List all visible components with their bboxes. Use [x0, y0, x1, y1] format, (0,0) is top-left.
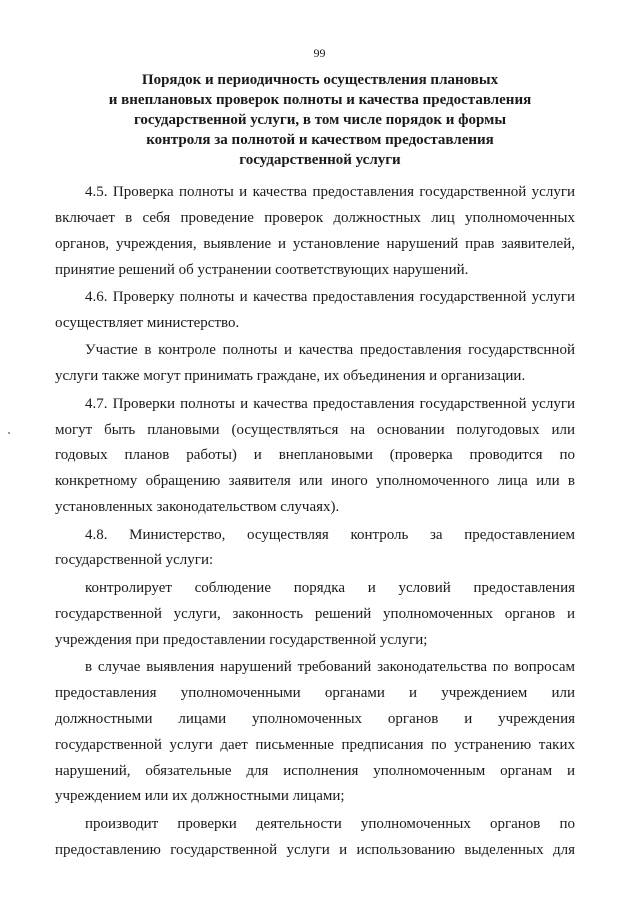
section-heading: [60, 70, 580, 170]
paragraph-4-5: [55, 180, 575, 284]
text-line: нарушений, обязательные для исполнения уполномоченным органам и: [55, 762, 575, 779]
text-line: 4.8. Министерство, осуществляя контроль за предоставлением: [85, 526, 575, 543]
text-line: учреждением или их должностными лицами;: [55, 788, 345, 805]
heading-line: и внеплановых проверок полноты и качества предоставления: [108, 92, 532, 108]
paragraph-4-7: [55, 392, 575, 521]
text-line: контролирует соблюдение порядка и условий предоставления: [85, 579, 575, 596]
text-line: предоставления уполномоченными органами и учреждением или: [55, 684, 575, 701]
text-line: 4.5. Проверка полноты и качества предоставления государственной услуги: [85, 184, 575, 200]
heading-line: государственной услуги: [239, 152, 401, 168]
text-line: установленных законодательством случаях).: [55, 499, 340, 516]
paragraph-inspections: [55, 812, 575, 864]
text-line: осуществляет министерство.: [55, 314, 240, 331]
text-line: должностными лицами уполномоченных органов и учреждения: [55, 710, 575, 727]
text-line: 4.7. Проверки полноты и качества предоставления государственной услуги: [85, 395, 575, 412]
text-line: государственной услуги:: [55, 552, 214, 569]
text-line: годовых планов работы) и внеплановыми (проверка проводится по: [55, 447, 575, 464]
text-line: могут быть плановыми (осуществляться на основании полугодовых или: [55, 421, 575, 438]
text-line: органов, учреждения, выявление и установление нарушений прав заявителей,: [55, 235, 575, 252]
paragraph-4-6: [55, 285, 575, 337]
paragraph-4-8: [55, 523, 575, 575]
text-line: конкретному обращению заявителя или иного уполномоченного лица или в: [55, 473, 575, 490]
text-line: государственной услуги дает письменные предписания по устранению таких: [55, 736, 575, 753]
text-line: 4.6. Проверку полноты и качества предоставления государственной услуги: [85, 289, 575, 306]
text-line: принятие решений об устранении соответствующих нарушений.: [55, 261, 469, 278]
paragraph-controls: [55, 576, 575, 654]
heading-line: контроля за полнотой и качеством предоставления: [146, 132, 494, 148]
text-line: Участие в контроле полноты и качества предоставления государствснной: [85, 342, 575, 359]
text-line: включает в себя проведение проверок должностных лиц уполномоченных: [55, 209, 575, 226]
text-line: предоставлению государственной услуги и использованию выделенных для: [55, 841, 575, 858]
text-line: производит проверки деятельности уполномоченных органов по: [85, 815, 575, 832]
text-line: в случае выявления нарушений требований законодательства по вопросам: [85, 659, 575, 676]
scan-speck: [8, 432, 10, 434]
text-line: учреждения при предоставлении государственной услуги;: [55, 631, 428, 648]
text-line: услуги также могут принимать граждане, их объединения и организации.: [55, 368, 526, 385]
heading-line: государственной услуги, в том числе порядок и формы: [133, 112, 507, 128]
text-line: государственной услуги, законность решений уполномоченных органов и: [55, 605, 575, 622]
document-body: [55, 180, 575, 865]
paragraph-violations: [55, 655, 575, 810]
page-number: 99: [313, 46, 326, 60]
paragraph-participation: [55, 338, 575, 390]
heading-line: Порядок и периодичность осуществления плановых: [141, 72, 499, 88]
